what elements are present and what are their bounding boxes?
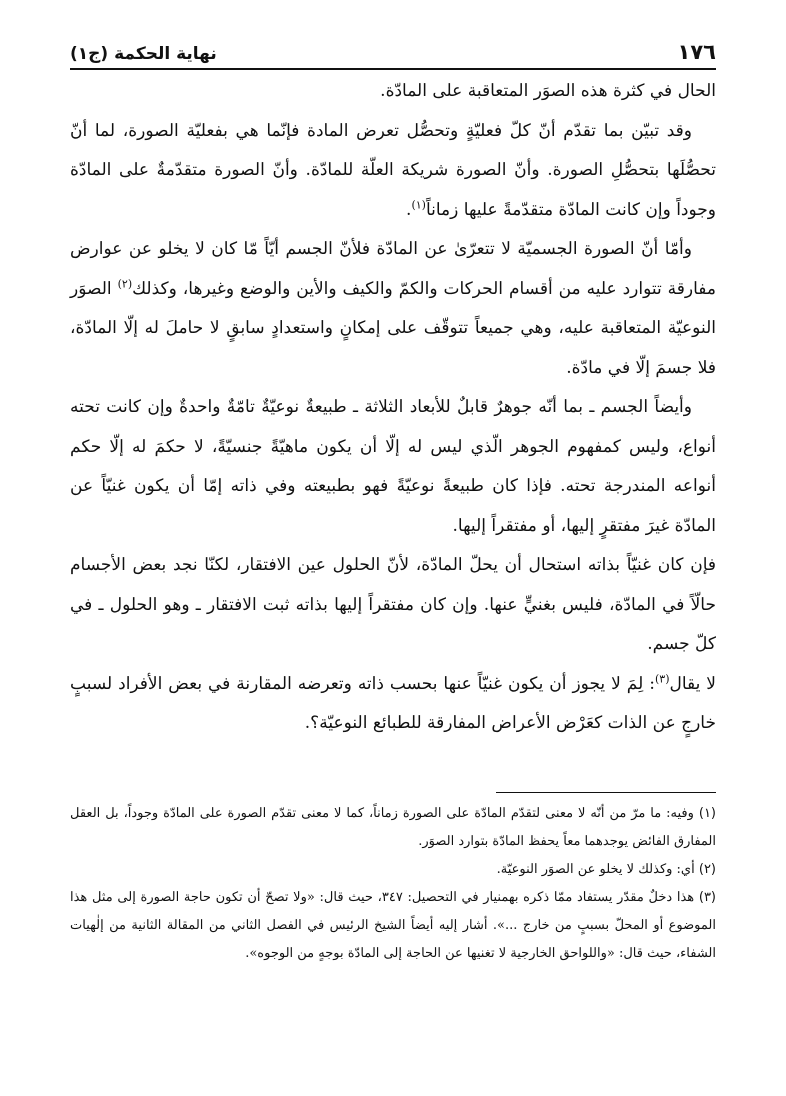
paragraph-2-text: وقد تبيّن بما تقدّم أنّ كلّ فعليّةٍ وتحصُّل تعرض المادة فإنّما هي بفعليّة الصورة، لما أنّ تحصُّلَها بتحصُّلِ الصورة. وأنّ الصورة شريكة العلّة للمادّة. وأنّ الصورة متقدّمةٌ على المادّة وجوداً وإن كانت المادّة متقدّمةً عليها زماناً xyxy=(70,120,716,220)
main-text xyxy=(70,72,716,744)
paragraph-1: الحال في كثرة هذه الصوَر المتعاقبة على المادّة. xyxy=(380,81,716,101)
paragraph-5: فإن كان غنيّاً بذاته استحال أن يحلّ المادّة، لأنّ الحلول عين الافتقار، لكنّا نجد بعض الأجسام حالّاً في المادّة، فليس بغنيٍّ عنها. وإن كان مفتقراً إليها بذاته ثبت الافتقار ـ وهو الحلول ـ في كلّ جسم. xyxy=(70,555,716,654)
running-header xyxy=(70,30,716,70)
book-title: نهاية الحكمة (ج١) xyxy=(70,44,217,64)
paragraph-3-text-b: الصوَر النوعيّة المتعاقبة عليه، وهي جميعاً تتوقّف على إمكانٍ واستعدادٍ سابقٍ لا حاملَ له إلّا المادّة، فلا جسمَ إلّا في مادّة. xyxy=(70,278,716,378)
paragraph-4: وأيضاً الجسم ـ بما أنّه جوهرٌ قابلٌ للأبعاد الثلاثة ـ طبيعةٌ نوعيّةٌ تامّةٌ واحدةٌ وإن كانت تحته أنواع، وليس كمفهوم الجوهر الّذي ليس له إلّا أن يكون ماهيّةً جنسيّةً، لا حكمَ له إلّا حكم أنواعه المندرجة تحته. فإذا كان طبيعةً نوعيّةً فهو بطبيعته وفي ذاته إمّا أن يكون غنيّاً عن المادّة غيرَ مفتقرٍ إليها، أو مفتقراً إليها. xyxy=(70,397,716,536)
paragraph-2 xyxy=(70,112,716,231)
footnote-2 xyxy=(70,856,716,884)
footnote-2-text: أي: وكذلك لا يخلو عن الصوَر النوعيّة. xyxy=(496,862,695,877)
footnote-ref-1[interactable]: (١) xyxy=(411,197,426,211)
footnote-1 xyxy=(70,800,716,856)
paragraph-3-text-a: وأمّا أنّ الصورة الجسميّة لا تتعرّىٰ عن المادّة فلأنّ الجسم أيّاً مّا كان لا يخلو عن عوارض مفارقة تتوارد عليه من أقسام الحركات والكمّ والكيف والأين والوضع وغيرها، وكذلك xyxy=(70,239,717,299)
footnote-ref-2[interactable]: (٢) xyxy=(117,276,133,290)
paragraph-6-text-b: : لِمَ لا يجوز أن يكون غنيّاً عنها بحسب ذاته وتعرضه المقارنة في بعض الأفراد لسببٍ خارجٍ عن الذات كعَرْض الأعراض المفارقة للطبائع النوعيّة؟. xyxy=(70,673,716,733)
footnote-separator xyxy=(496,792,716,793)
paragraph-6 xyxy=(70,665,716,744)
footnote-1-number: (١) xyxy=(698,806,716,821)
paragraph-2-end: . xyxy=(406,199,412,220)
footnote-3 xyxy=(70,884,716,968)
footnote-2-number: (٢) xyxy=(698,862,716,877)
footnote-ref-3[interactable]: (٣) xyxy=(654,671,670,685)
page-number: ١٧٦ xyxy=(677,40,716,64)
paragraph-6-text-a: لا يقال xyxy=(669,673,716,694)
footnote-1-text: وفيه: ما مرّ من أنّه لا معنى لتقدّم المادّة على الصورة زماناً، كما لا معنى تقدّم الصورة على المادّة وجوداً، بل العقل المفارق الفائض يوجدهما معاً يحفظ المادّة بتوارد الصوَر. xyxy=(70,806,716,849)
paragraph-3 xyxy=(70,230,716,388)
footnote-3-number: (٣) xyxy=(698,890,716,905)
footnote-3-text: هذا دخلٌ مقدّر يستفاد ممّا ذكره بهمنيار في التحصيل: ٣٤٧، حيث قال: «ولا تصحّ أن تكون حاجة الصورة إلى مثل هذا الموضوع أو المحلّ بسببٍ من خارج ...». أشار إليه أيضاً الشيخ الرئيس في الفصل الثاني من المقالة الثانية من إلٰهيات الشفاء، حيث قال: «واللواحق الخارجية لا تغنيها عن الحاجة إلى المادّة بوجهٍ من الوجوه». xyxy=(70,890,716,961)
footnotes xyxy=(70,800,716,968)
